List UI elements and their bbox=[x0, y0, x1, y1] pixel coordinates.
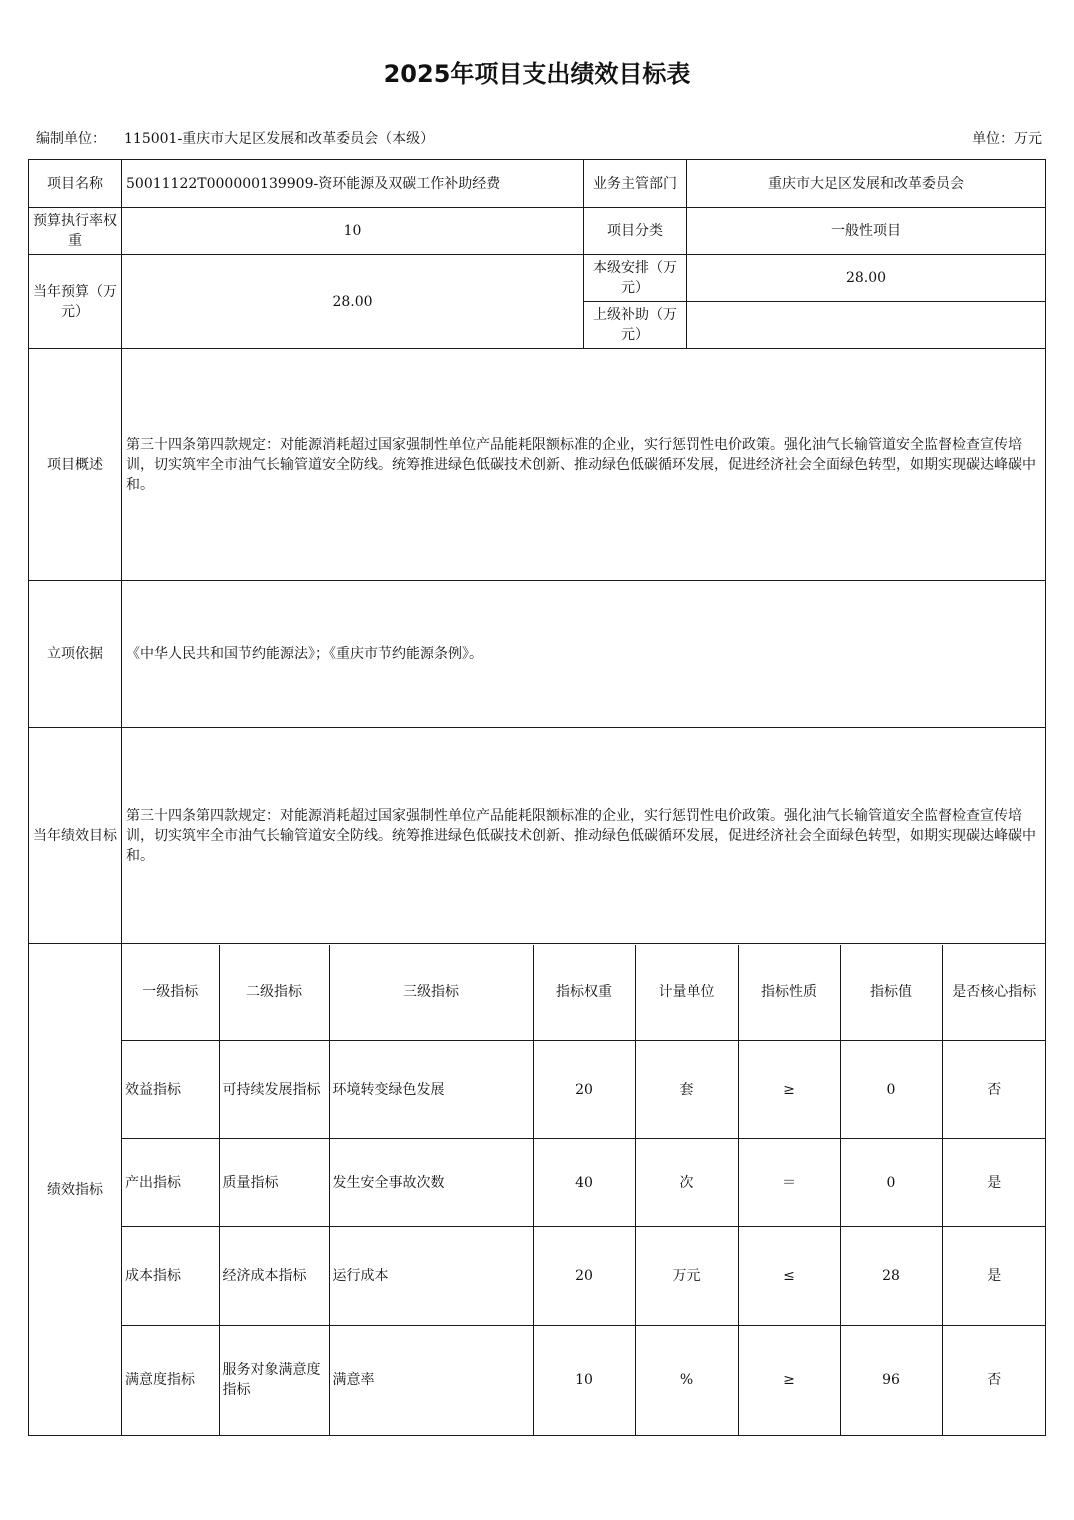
table-row bbox=[122, 1326, 1046, 1435]
nature-cell: ≥ bbox=[738, 1041, 840, 1139]
overview-label: 项目概述 bbox=[29, 349, 122, 581]
budget-label: 当年预算（万元） bbox=[29, 255, 122, 349]
level3-cell: 满意率 bbox=[329, 1326, 533, 1435]
goal-text: 第三十四条第四款规定：对能源消耗超过国家强制性单位产品能耗限额标准的企业，实行惩罚性电价政策。强化油气长输管道安全监督检查宣传培训，切实筑牢全市油气长输管道安全防线。统筹推进绿色低碳技术创新、推动绿色低碳循环发展，促进经济社会全面绿色转型，如期实现碳达峰碳中和。 bbox=[122, 728, 1046, 944]
unit-label: 单位：万元 bbox=[972, 131, 1042, 147]
unit-cell: 套 bbox=[635, 1041, 738, 1139]
level1-cell: 成本指标 bbox=[122, 1227, 219, 1326]
header-level1: 一级指标 bbox=[122, 945, 219, 1041]
header-level3: 三级指标 bbox=[329, 945, 533, 1041]
org-line bbox=[36, 128, 434, 148]
value-cell: 0 bbox=[840, 1041, 942, 1139]
core-cell: 是 bbox=[942, 1227, 1046, 1326]
nature-cell: ＝ bbox=[738, 1139, 840, 1227]
overview-text: 第三十四条第四款规定：对能源消耗超过国家强制性单位产品能耗限额标准的企业，实行惩罚性电价政策。强化油气长输管道安全监督检查宣传培训，切实筑牢全市油气长输管道安全防线。统筹推进绿色低碳技术创新、推动绿色低碳循环发展，促进经济社会全面绿色转型，如期实现碳达峰碳中和。 bbox=[122, 349, 1046, 581]
level1-cell: 满意度指标 bbox=[122, 1326, 219, 1435]
table-row bbox=[122, 1041, 1046, 1139]
core-cell: 是 bbox=[942, 1139, 1046, 1227]
header-nature: 指标性质 bbox=[738, 945, 840, 1041]
org-label: 编制单位： bbox=[36, 131, 106, 147]
header-weight: 指标权重 bbox=[533, 945, 635, 1041]
performance-goal-table bbox=[28, 159, 1046, 1436]
header-unit: 计量单位 bbox=[635, 945, 738, 1041]
table-row bbox=[122, 1139, 1046, 1227]
unit-cell: 次 bbox=[635, 1139, 738, 1227]
core-cell: 否 bbox=[942, 1326, 1046, 1435]
budget-value: 28.00 bbox=[122, 255, 584, 349]
level2-cell: 经济成本指标 bbox=[219, 1227, 329, 1326]
weight-label: 预算执行率权重 bbox=[29, 208, 122, 255]
level3-cell: 环境转变绿色发展 bbox=[329, 1041, 533, 1139]
core-cell: 否 bbox=[942, 1041, 1046, 1139]
dept-value: 重庆市大足区发展和改革委员会 bbox=[687, 160, 1046, 208]
level3-cell: 发生安全事故次数 bbox=[329, 1139, 533, 1227]
org-value: 115001-重庆市大足区发展和改革委员会（本级） bbox=[124, 131, 435, 147]
header-value: 指标值 bbox=[840, 945, 942, 1041]
dept-label: 业务主管部门 bbox=[584, 160, 687, 208]
value-cell: 28 bbox=[840, 1227, 942, 1326]
header-core: 是否核心指标 bbox=[942, 945, 1046, 1041]
indicator-table-cell bbox=[122, 944, 1046, 1436]
level2-cell: 服务对象满意度指标 bbox=[219, 1326, 329, 1435]
weight-cell: 10 bbox=[533, 1326, 635, 1435]
project-name-value: 50011122T000000139909-资环能源及双碳工作补助经费 bbox=[122, 160, 584, 208]
value-cell: 0 bbox=[840, 1139, 942, 1227]
performance-label: 绩效指标 bbox=[29, 944, 122, 1436]
level2-cell: 质量指标 bbox=[219, 1139, 329, 1227]
local-value: 28.00 bbox=[687, 255, 1046, 302]
project-name-label: 项目名称 bbox=[29, 160, 122, 208]
header-level2: 二级指标 bbox=[219, 945, 329, 1041]
weight-value: 10 bbox=[122, 208, 584, 255]
unit-cell: % bbox=[635, 1326, 738, 1435]
value-cell: 96 bbox=[840, 1326, 942, 1435]
level3-cell: 运行成本 bbox=[329, 1227, 533, 1326]
goal-label: 当年绩效目标 bbox=[29, 728, 122, 944]
nature-cell: ≤ bbox=[738, 1227, 840, 1326]
level1-cell: 产出指标 bbox=[122, 1139, 219, 1227]
level1-cell: 效益指标 bbox=[122, 1041, 219, 1139]
category-value: 一般性项目 bbox=[687, 208, 1046, 255]
local-label: 本级安排（万元） bbox=[584, 255, 687, 302]
page-title: 2025年项目支出绩效目标表 bbox=[383, 60, 691, 88]
table-row bbox=[122, 1227, 1046, 1326]
upper-label: 上级补助（万元） bbox=[584, 302, 687, 349]
level2-cell: 可持续发展指标 bbox=[219, 1041, 329, 1139]
indicator-header-row bbox=[122, 945, 1046, 1041]
indicator-table bbox=[122, 945, 1046, 1435]
weight-cell: 20 bbox=[533, 1227, 635, 1326]
basis-label: 立项依据 bbox=[29, 581, 122, 728]
nature-cell: ≥ bbox=[738, 1326, 840, 1435]
unit-cell: 万元 bbox=[635, 1227, 738, 1326]
category-label: 项目分类 bbox=[584, 208, 687, 255]
basis-text: 《中华人民共和国节约能源法》；《重庆市节约能源条例》。 bbox=[122, 581, 1046, 728]
weight-cell: 20 bbox=[533, 1041, 635, 1139]
weight-cell: 40 bbox=[533, 1139, 635, 1227]
upper-value bbox=[687, 302, 1046, 349]
